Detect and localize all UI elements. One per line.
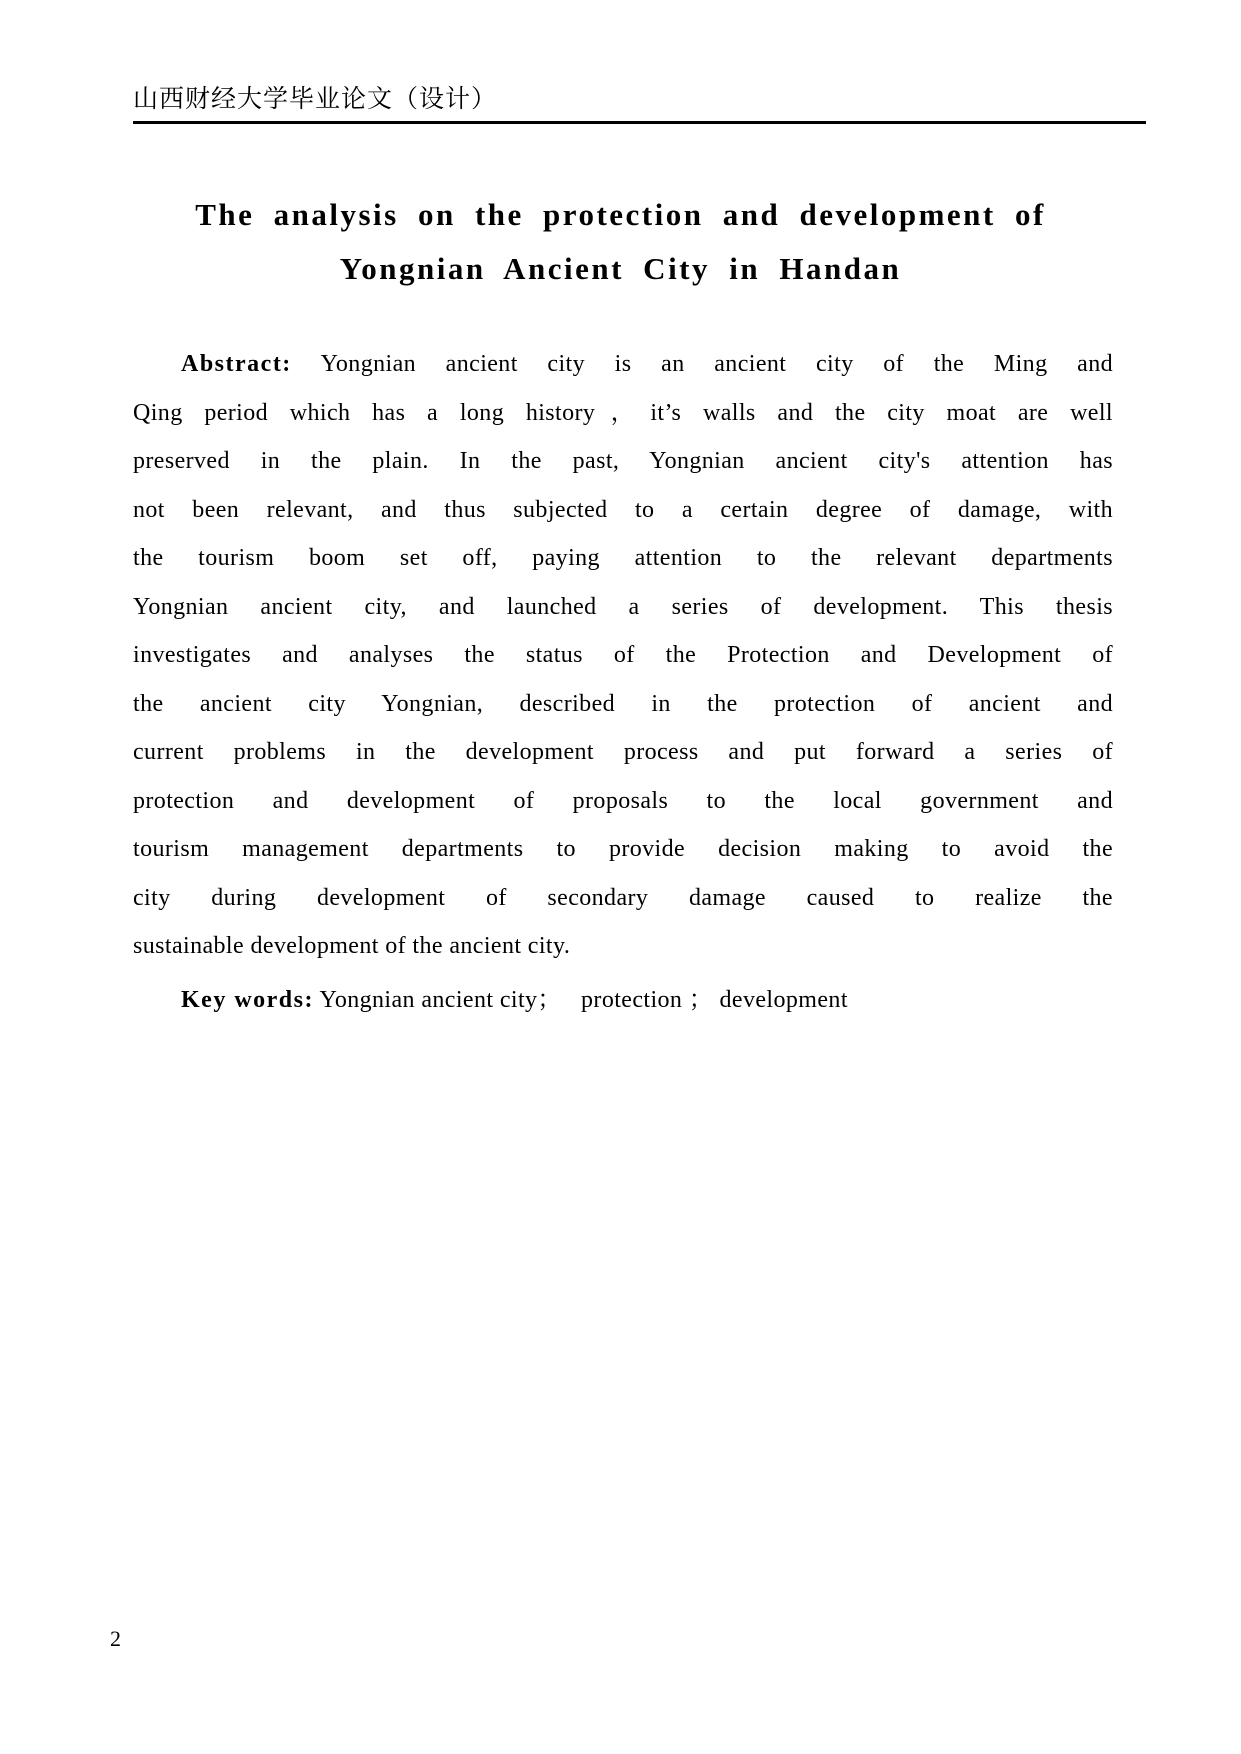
abstract-line — [133, 340, 1113, 389]
abstract-line: investigates and analyses the status of the Protection and Development of — [133, 642, 1113, 668]
abstract-line: the ancient city Yongnian, described in the protection of ancient and — [133, 690, 1113, 717]
page-header — [133, 84, 1146, 124]
abstract-line: protection and development of proposals to the local government and — [133, 787, 1113, 814]
abstract-section — [133, 340, 1113, 1024]
abstract-line: city during development of secondary damage caused to realize the — [133, 884, 1113, 911]
header-title: 山西财经大学毕业论文（设计） — [133, 85, 498, 113]
document-title-line1: The analysis on the protection and development of — [195, 197, 1046, 232]
keywords-text: Yongnian ancient city； protection ； development — [313, 986, 848, 1013]
document-title-line2: Yongnian Ancient City in Handan — [339, 251, 902, 286]
abstract-line: preserved in the plain. In the past, Yongnian ancient city's attention has — [133, 448, 1113, 474]
abstract-line: not been relevant, and thus subjected to a certain degree of damage, with — [133, 496, 1113, 523]
keywords-line — [133, 976, 1113, 1025]
abstract-label: Abstract: — [181, 351, 292, 377]
abstract-line: tourism management departments to provide decision making to avoid the — [133, 836, 1113, 862]
abstract-line: Qing period which has a long history，it’s walls and the city moat are well — [133, 399, 1113, 426]
abstract-line: sustainable development of the ancient city. — [133, 933, 571, 959]
abstract-line1-text: Yongnian ancient city is an ancient city of the Ming and — [291, 351, 1113, 377]
abstract-line: current problems in the development process and put forward a series of — [133, 739, 1113, 765]
page-number: 2 — [110, 1626, 121, 1651]
abstract-line: Yongnian ancient city, and launched a series of development. This thesis — [133, 593, 1113, 620]
document-title — [0, 188, 1241, 296]
abstract-line: the tourism boom set off, paying attention to the relevant departments — [133, 545, 1113, 571]
keywords-label: Key words: — [181, 986, 314, 1013]
